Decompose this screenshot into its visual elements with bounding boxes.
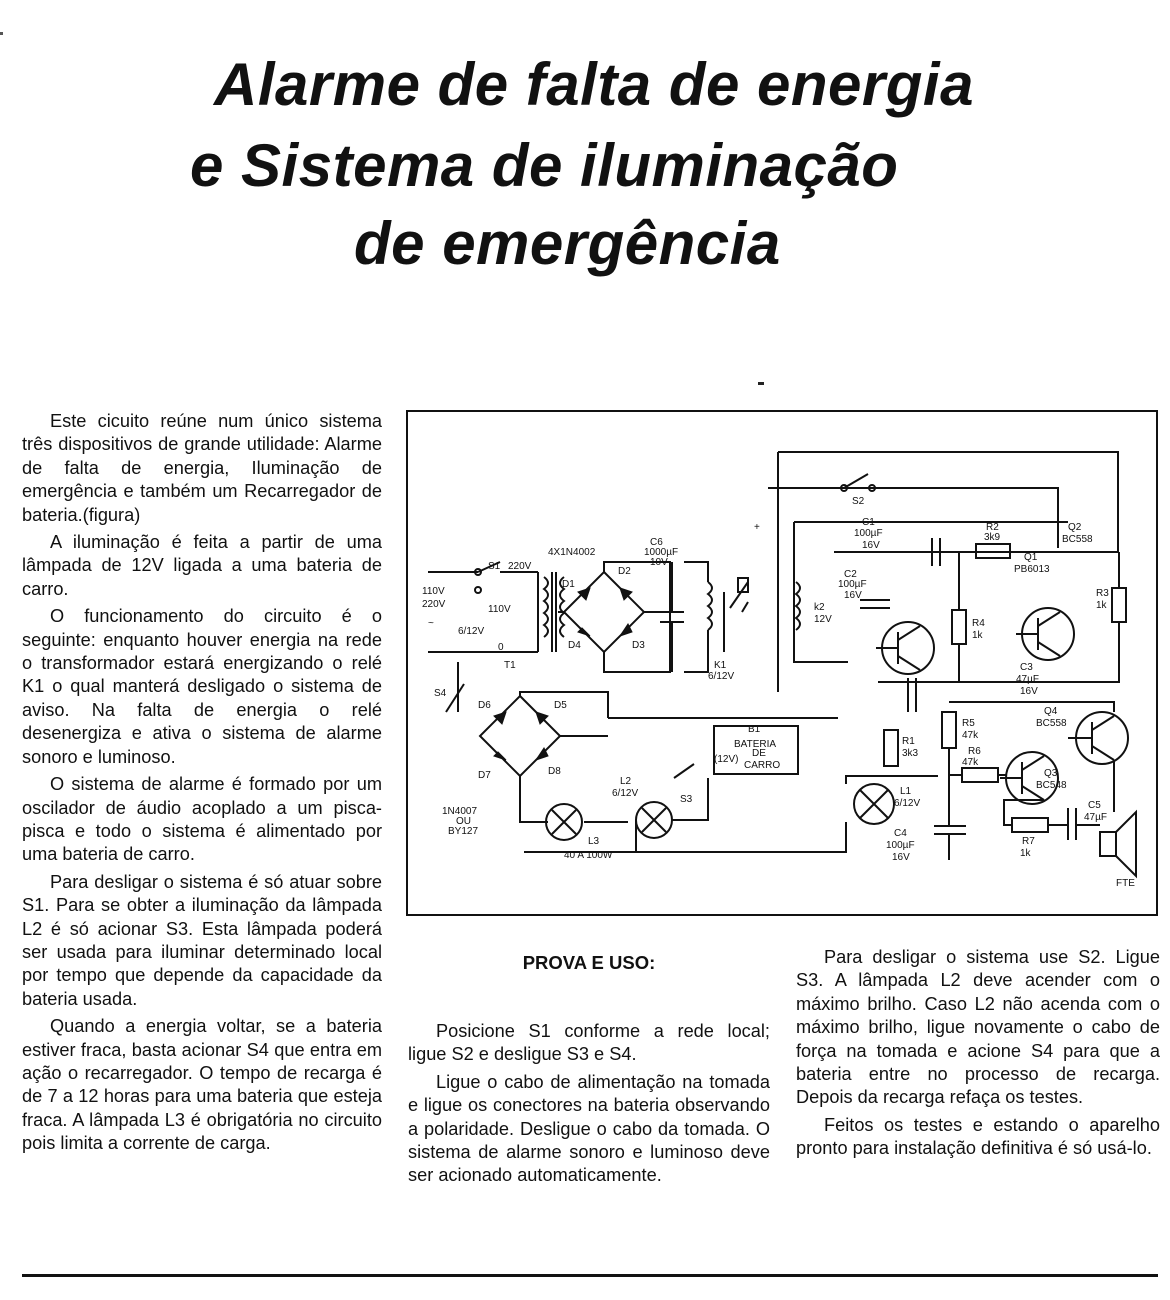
audio-section xyxy=(884,702,1136,889)
label-plus: + xyxy=(754,522,760,533)
label-d3: D3 xyxy=(632,640,645,651)
schematic xyxy=(408,412,1160,918)
label-r1: R1 xyxy=(902,736,915,747)
resistor-r6 xyxy=(962,768,998,782)
paragraph: Ligue o cabo de alimentação na tomada e ligue os conectores na bateria observando a polaridade. Desligue o cabo da tomada. O sistema de alarme sonoro e luminoso deve ser acionado automaticamente. xyxy=(408,1071,770,1186)
label-12v: (12V) xyxy=(714,754,739,765)
switch-s4 xyxy=(446,684,464,712)
label-de: DE xyxy=(752,748,766,759)
label-q4-type: BC558 xyxy=(1036,718,1067,729)
label-tap-0: 0 xyxy=(498,642,504,653)
label-220v-top: 220V xyxy=(508,561,532,572)
label-c3: C3 xyxy=(1020,662,1033,673)
label-110v: 110V xyxy=(422,586,445,597)
scan-mark xyxy=(0,32,3,35)
switch-s3 xyxy=(674,764,694,778)
label-by127: BY127 xyxy=(448,826,479,837)
label-c3-rating: 16V xyxy=(1020,686,1038,697)
label-c6-rating: 10V xyxy=(650,557,668,568)
label-tap-612: 6/12V xyxy=(458,626,485,637)
label-c5-value: 47µF xyxy=(1084,812,1107,823)
label-c4: C4 xyxy=(894,828,907,839)
label-s1: S1 xyxy=(488,561,501,572)
label-l1: L1 xyxy=(900,786,912,797)
q4-leads xyxy=(1068,716,1114,760)
paragraph: O sistema de alarme é formado por um oscilador de áudio acoplado a um pisca-pisca e todo o sistema é alimentado por uma bateria de carro. xyxy=(22,774,382,865)
label-l1-value: 6/12V xyxy=(894,798,921,809)
prova-heading: PROVA E USO: xyxy=(522,952,656,973)
lamp-l2-cross xyxy=(642,808,666,832)
bottom-rule xyxy=(22,1274,1158,1277)
resistor-r7 xyxy=(1012,818,1048,832)
label-d7: D7 xyxy=(478,770,491,781)
q-wires xyxy=(878,552,1119,682)
lamps xyxy=(524,764,938,861)
title-line-3: de emergência xyxy=(354,210,781,277)
paragraph: Para desligar o sistema use S2. Ligue S3. A lâmpada L2 deve acender com o máximo brilho. Caso L2 não acenda com o máximo brilho, ligue novamente o cabo de força na tomada e acione S4 para que a bateria entre no processo de recarga. Depois da recarga refaça os testes. xyxy=(796,947,1160,1108)
label-q1-type: PB6013 xyxy=(1014,564,1050,575)
label-r3-value: 1k xyxy=(1096,600,1107,611)
label-c2-value: 100µF xyxy=(838,579,867,590)
label-d5: D5 xyxy=(554,700,567,711)
label-d2: D2 xyxy=(618,566,631,577)
paragraph: Este cicuito reúne num único sistema três dispositivos de grande utilidade: Alarme de falta de energia, Iluminação de emergência e também um Recarregador de bateria.(figura) xyxy=(22,411,382,525)
label-r5-value: 47k xyxy=(962,730,979,741)
label-s2: S2 xyxy=(852,496,865,507)
label-l3-value: 40 A 100W xyxy=(564,850,613,861)
lamp-wires xyxy=(524,776,938,852)
label-r6: R6 xyxy=(968,746,981,757)
label-c4-value: 100µF xyxy=(886,840,915,851)
right-column xyxy=(796,946,1160,1165)
label-q3: Q3 xyxy=(1044,768,1058,779)
label-q4: Q4 xyxy=(1044,706,1058,717)
paragraph: Quando a energia voltar, se a bateria estiver fraca, basta acionar S4 que entra em ação o recarregador. O tempo de recarga é de 7 a 12 horas para uma bateria que esteja fraca. A lâmpada L3 é obrigatória no circuito pois limita a corrente de carga. xyxy=(22,1016,382,1154)
capacitor-c5 xyxy=(1068,808,1076,840)
resistor-r5 xyxy=(942,712,956,748)
label-ac: ~ xyxy=(428,618,434,629)
switch-contact xyxy=(475,587,481,593)
label-c5: C5 xyxy=(1088,800,1101,811)
capacitor-c3 xyxy=(908,678,916,712)
label-c2: C2 xyxy=(844,569,857,580)
label-c1: C1 xyxy=(862,517,875,528)
speaker-body xyxy=(1100,832,1116,856)
relay-k2-coil xyxy=(796,582,800,630)
label-ou: OU xyxy=(456,816,471,827)
capacitor-c6 xyxy=(660,562,684,672)
label-d1: D1 xyxy=(562,579,575,590)
label-r2-value: 3k9 xyxy=(984,532,1001,543)
label-r6-value: 47k xyxy=(962,757,979,768)
label-d8: D8 xyxy=(548,766,561,777)
label-c6: C6 xyxy=(650,537,663,548)
label-r7-value: 1k xyxy=(1020,848,1031,859)
label-t1: T1 xyxy=(504,660,516,671)
label-q2: Q2 xyxy=(1068,522,1082,533)
label-c1-rating: 16V xyxy=(862,540,880,551)
capacitor-c4 xyxy=(934,826,966,834)
stray-mark xyxy=(758,382,764,385)
label-l2: L2 xyxy=(620,776,632,787)
capacitor-c2 xyxy=(860,600,890,608)
label-c4-rating: 16V xyxy=(892,852,910,863)
q1-leads xyxy=(876,626,920,670)
paragraph: O funcionamento do circuito é o seguinte: enquanto houver energia na rede o transformador estará energizando o relé K1 o qual manterá desligado o sistema de aviso. Na falta de energia o relé desenergiza e ativa o sistema de alarme sonoro e luminoso. xyxy=(22,606,382,767)
label-k2-rating: 12V xyxy=(814,614,832,625)
switch-s2 xyxy=(844,474,868,488)
label-d6: D6 xyxy=(478,700,491,711)
label-r1-value: 3k3 xyxy=(902,748,919,759)
charger-diode-marks xyxy=(494,712,548,760)
paragraph: Para desligar o sistema é só atuar sobre S1. Para se obter a iluminação da lâmpada L2 é só acionar S3. Esta lâmpada poderá ser usada para iluminar determinado local por tempo que depende da capacidade da bateria usada. xyxy=(22,871,382,1009)
label-fte: FTE xyxy=(1116,878,1135,889)
circuit-diagram xyxy=(406,410,1158,916)
label-c3-value: 47µF xyxy=(1016,674,1039,685)
label-q1: Q1 xyxy=(1024,552,1038,563)
label-r3: R3 xyxy=(1096,588,1109,599)
label-s3: S3 xyxy=(680,794,693,805)
label-l3: L3 xyxy=(588,836,600,847)
label-r4-value: 1k xyxy=(972,630,983,641)
label-d4: D4 xyxy=(568,640,581,651)
bridge-wires xyxy=(558,562,670,672)
q2-leads xyxy=(1016,612,1060,656)
title-line-2: e Sistema de iluminação xyxy=(190,132,899,199)
paragraph: Posicione S1 conforme a rede local; ligue S2 e desligue S3 e S4. xyxy=(408,1021,770,1065)
label-c2-rating: 16V xyxy=(844,590,862,601)
resistor-r3 xyxy=(1112,588,1126,622)
charger-diamond xyxy=(480,696,560,776)
title-line-1: Alarme de falta de energia xyxy=(214,51,974,118)
diode-marks xyxy=(578,588,632,636)
label-q3-type: BC548 xyxy=(1036,780,1067,791)
label-4x1n4002: 4X1N4002 xyxy=(548,547,596,558)
label-r4: R4 xyxy=(972,618,985,629)
transistors-q1-q2 xyxy=(876,522,1126,712)
label-r7: R7 xyxy=(1022,836,1035,847)
label-k1: K1 xyxy=(714,660,727,671)
input-section xyxy=(422,561,564,671)
label-c6-value: 1000µF xyxy=(644,547,679,558)
lamp-l3-cross xyxy=(552,810,576,834)
resistor-r4 xyxy=(952,610,966,644)
c6-k1 xyxy=(644,537,748,682)
label-1n4007: 1N4007 xyxy=(442,806,478,817)
label-220v: 220V xyxy=(422,599,446,610)
label-s4: S4 xyxy=(434,688,447,699)
q3-leads xyxy=(1000,756,1044,800)
label-b1: B1 xyxy=(748,724,761,735)
battery-b1 xyxy=(714,724,798,774)
label-q2-type: BC558 xyxy=(1062,534,1093,545)
resistor-r1 xyxy=(884,730,898,766)
charger-wires xyxy=(458,662,838,822)
paragraph: Feitos os testes e estando o aparelho pronto para instalação definitiva é só usá-lo. xyxy=(796,1114,1160,1159)
speaker-cone xyxy=(1116,812,1136,876)
label-l2-value: 6/12V xyxy=(612,788,639,799)
rail-wires xyxy=(768,452,1118,692)
left-column xyxy=(22,410,382,1160)
label-c1-value: 100µF xyxy=(854,528,883,539)
middle-column xyxy=(408,1020,770,1192)
lamp-l1-cross xyxy=(860,790,888,818)
label-bateria: BATERIA xyxy=(734,739,777,750)
label-k1-rating: 6/12V xyxy=(708,671,735,682)
label-k2: k2 xyxy=(814,602,825,613)
label-r5: R5 xyxy=(962,718,975,729)
label-r2: R2 xyxy=(986,522,999,533)
paragraph: A iluminação é feita a partir de uma lâmpada de 12V ligada a uma bateria de carro. xyxy=(22,532,382,599)
label-tap-110: 110V xyxy=(488,604,511,615)
label-carro: CARRO xyxy=(744,760,781,771)
relay-k1-coil xyxy=(684,562,712,672)
